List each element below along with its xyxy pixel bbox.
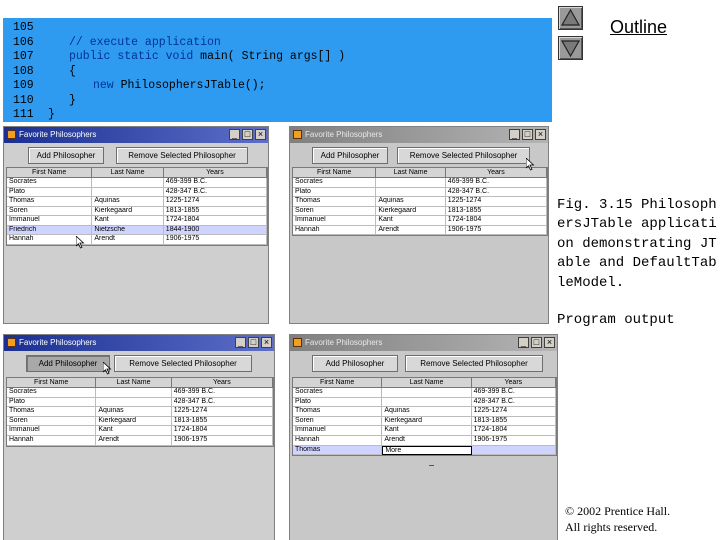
code-text: } <box>69 93 76 107</box>
table-cell[interactable]: 428-347 B.C. <box>446 188 547 198</box>
code-text: } <box>48 108 55 121</box>
table-cell[interactable]: 1844-1900 <box>164 226 267 236</box>
table-cell[interactable]: Kierkegaard <box>376 207 445 217</box>
table-cell[interactable]: Hannah <box>7 436 96 446</box>
table-cell[interactable]: Socrates <box>7 388 96 398</box>
window-title: Favorite Philosophers <box>305 338 383 347</box>
table-row[interactable] <box>7 388 273 398</box>
column-header[interactable]: First Name <box>293 378 382 388</box>
close-button[interactable]: × <box>535 129 546 140</box>
table-cell[interactable]: 1813-1855 <box>472 417 556 427</box>
table-cell[interactable]: Immanuel <box>293 426 382 436</box>
table-cell[interactable]: 469-399 B.C. <box>446 178 547 188</box>
code-text: // execute application <box>69 35 221 49</box>
minimize-button[interactable]: _ <box>235 337 246 348</box>
table-cell[interactable]: Thomas <box>293 407 382 417</box>
table-row[interactable] <box>7 398 273 408</box>
java-app-icon <box>7 338 16 347</box>
table-cell[interactable]: 1906-1975 <box>472 436 556 446</box>
code-listing <box>3 18 552 122</box>
column-header[interactable]: Years <box>446 168 547 178</box>
table-cell[interactable]: Plato <box>293 188 376 198</box>
program-output-label: Program output <box>557 312 675 329</box>
table-cell[interactable]: Hannah <box>293 226 376 236</box>
table-cell[interactable]: 469-399 B.C. <box>164 178 267 188</box>
philosophers-table[interactable] <box>292 167 548 236</box>
add-philosopher-button[interactable]: Add Philosopher <box>28 147 104 164</box>
line-number: 111 <box>13 108 34 121</box>
table-cell[interactable]: 1724-1804 <box>164 216 267 226</box>
table-header <box>7 378 273 388</box>
table-row[interactable] <box>7 188 267 198</box>
table-cell[interactable]: 1813-1855 <box>164 207 267 217</box>
table-cell[interactable]: 428-347 B.C. <box>472 398 556 408</box>
window-title-bar[interactable] <box>290 335 557 351</box>
table-cell[interactable]: Nietzsche <box>92 226 163 236</box>
table-cell[interactable]: 469-399 B.C. <box>172 388 273 398</box>
table-cell[interactable]: Kierkegaard <box>96 417 171 427</box>
table-cell[interactable]: Kant <box>92 216 163 226</box>
table-cell[interactable]: Soren <box>7 207 92 217</box>
java-app-icon <box>7 130 16 139</box>
table-cell[interactable]: Aquinas <box>92 197 163 207</box>
column-header[interactable]: First Name <box>293 168 376 178</box>
line-number: 105 <box>13 21 34 34</box>
table-cell[interactable]: 1813-1855 <box>446 207 547 217</box>
window-title: Favorite Philosophers <box>19 338 97 347</box>
remove-philosopher-button[interactable]: Remove Selected Philosopher <box>114 355 252 372</box>
table-row[interactable] <box>293 226 547 236</box>
table-row[interactable] <box>293 436 556 446</box>
maximize-button[interactable]: □ <box>242 129 253 140</box>
table-cell[interactable]: 1906-1975 <box>164 235 267 245</box>
table-cell[interactable]: Aquinas <box>376 197 445 207</box>
code-text: { <box>69 64 76 78</box>
table-cell[interactable]: Soren <box>293 207 376 217</box>
column-header[interactable]: First Name <box>7 168 92 178</box>
window-title-bar[interactable] <box>290 127 548 143</box>
column-header[interactable]: Last Name <box>92 168 163 178</box>
line-number: 108 <box>13 64 34 78</box>
add-philosopher-button[interactable]: Add Philosopher <box>312 355 398 372</box>
table-cell[interactable]: Socrates <box>7 178 92 188</box>
cell-editor[interactable]: More <box>382 446 471 456</box>
column-header[interactable]: First Name <box>7 378 96 388</box>
column-header[interactable]: Years <box>164 168 267 178</box>
table-cell[interactable]: 1225-1274 <box>472 407 556 417</box>
remove-philosopher-button[interactable]: Remove Selected Philosopher <box>116 147 248 164</box>
button-bar <box>290 351 557 373</box>
table-cell[interactable]: 1906-1975 <box>446 226 547 236</box>
table-row[interactable] <box>293 188 547 198</box>
column-header[interactable]: Last Name <box>376 168 445 178</box>
code-line <box>3 108 552 123</box>
table-cell[interactable] <box>376 188 445 198</box>
close-button[interactable]: × <box>544 337 555 348</box>
table-row[interactable] <box>7 178 267 188</box>
table-row[interactable] <box>293 207 547 217</box>
code-line <box>3 94 552 109</box>
minimize-button[interactable]: _ <box>229 129 240 140</box>
table-cell[interactable]: Thomas <box>293 197 376 207</box>
java-app-icon <box>293 338 302 347</box>
table-row[interactable] <box>293 407 556 417</box>
triangle-down-icon <box>559 37 582 59</box>
philosophers-table[interactable] <box>6 377 274 447</box>
table-header <box>293 378 556 388</box>
code-line <box>3 50 552 65</box>
table-cell[interactable]: Plato <box>293 398 382 408</box>
table-row[interactable] <box>7 197 267 207</box>
remove-philosopher-button[interactable]: Remove Selected Philosopher <box>405 355 543 372</box>
table-row[interactable] <box>293 446 556 456</box>
line-number: 106 <box>13 35 34 49</box>
line-number: 109 <box>13 79 34 92</box>
table-cell[interactable]: Thomas <box>293 446 382 456</box>
table-cell[interactable]: Arendt <box>96 436 171 446</box>
table-cell[interactable] <box>92 178 163 188</box>
window-title-bar[interactable] <box>4 127 268 143</box>
table-cell[interactable]: Soren <box>293 417 382 427</box>
table-row[interactable] <box>7 226 267 236</box>
table-cell[interactable]: 1813-1855 <box>172 417 273 427</box>
table-cell[interactable]: Socrates <box>293 388 382 398</box>
table-row[interactable] <box>293 388 556 398</box>
line-number: 110 <box>13 93 34 107</box>
table-cell[interactable] <box>382 388 471 398</box>
table-row[interactable] <box>293 216 547 226</box>
add-philosopher-button[interactable]: Add Philosopher <box>26 355 110 372</box>
code-text: public static void main( String args[] ) <box>69 50 346 63</box>
copyright-notice <box>565 503 670 535</box>
table-row[interactable] <box>7 436 273 446</box>
table-cell[interactable]: Kant <box>382 426 471 436</box>
table-row[interactable] <box>7 407 273 417</box>
philosophers-window <box>3 126 269 324</box>
table-cell[interactable]: Immanuel <box>7 426 96 436</box>
minimize-button[interactable]: _ <box>509 129 520 140</box>
table-cell[interactable]: Plato <box>7 188 92 198</box>
table-cell[interactable]: Aquinas <box>382 407 471 417</box>
table-header <box>293 168 547 178</box>
table-cell[interactable]: 1724-1804 <box>446 216 547 226</box>
table-cell[interactable]: Friedrich <box>7 226 92 236</box>
philosophers-window <box>3 334 275 540</box>
table-cell[interactable]: Arendt <box>92 235 163 245</box>
triangle-up-icon <box>559 7 582 29</box>
close-button[interactable]: × <box>255 129 266 140</box>
table-cell[interactable]: Kant <box>376 216 445 226</box>
table-cell[interactable] <box>382 398 471 408</box>
table-row[interactable] <box>7 235 267 245</box>
text-cursor-icon <box>429 465 434 466</box>
column-header[interactable]: Years <box>172 378 273 388</box>
add-philosopher-button[interactable]: Add Philosopher <box>312 147 388 164</box>
table-cell[interactable]: Soren <box>7 417 96 427</box>
table-row[interactable] <box>293 398 556 408</box>
button-bar <box>290 143 548 165</box>
table-cell[interactable]: 1225-1274 <box>172 407 273 417</box>
philosophers-table[interactable] <box>292 377 557 456</box>
table-cell[interactable]: 428-347 B.C. <box>164 188 267 198</box>
table-cell[interactable]: Arendt <box>382 436 471 446</box>
table-cell[interactable]: Hannah <box>7 235 92 245</box>
table-cell[interactable] <box>472 446 556 456</box>
table-cell[interactable] <box>376 178 445 188</box>
maximize-button[interactable]: □ <box>522 129 533 140</box>
philosophers-window <box>289 126 549 324</box>
code-line <box>3 21 552 36</box>
next-slide-button[interactable] <box>558 36 583 60</box>
window-title-bar[interactable] <box>4 335 274 351</box>
window-title: Favorite Philosophers <box>19 130 97 139</box>
table-row[interactable] <box>7 417 273 427</box>
philosophers-table[interactable] <box>6 167 268 246</box>
table-row[interactable] <box>293 178 547 188</box>
table-cell[interactable]: Aquinas <box>96 407 171 417</box>
table-cell[interactable]: Kant <box>96 426 171 436</box>
column-header[interactable]: Years <box>472 378 556 388</box>
table-cell[interactable] <box>96 398 171 408</box>
code-line <box>3 36 552 51</box>
java-app-icon <box>293 130 302 139</box>
table-cell[interactable]: 1906-1975 <box>172 436 273 446</box>
table-cell[interactable]: 1225-1274 <box>164 197 267 207</box>
table-cell[interactable]: Arendt <box>376 226 445 236</box>
rights-line: All rights reserved. <box>565 520 658 534</box>
table-row[interactable] <box>293 426 556 436</box>
maximize-button[interactable]: □ <box>248 337 259 348</box>
column-header[interactable]: Last Name <box>382 378 471 388</box>
table-cell[interactable]: Kierkegaard <box>382 417 471 427</box>
figure-caption-text: Fig. 3.15 PhilosophersJTable application demonstrating JTable and DefaultTableModel. <box>557 197 717 291</box>
table-cell[interactable]: 1225-1274 <box>446 197 547 207</box>
button-bar <box>4 351 274 373</box>
table-cell[interactable] <box>96 388 171 398</box>
close-button[interactable]: × <box>261 337 272 348</box>
outline-link[interactable]: Outline <box>610 17 668 37</box>
button-bar <box>4 143 268 165</box>
copyright-line: © 2002 Prentice Hall. <box>565 504 671 518</box>
table-row[interactable] <box>7 426 273 436</box>
table-row[interactable] <box>7 216 267 226</box>
table-cell[interactable] <box>92 188 163 198</box>
table-cell[interactable]: 469-399 B.C. <box>472 388 556 398</box>
minimize-button[interactable]: _ <box>518 337 529 348</box>
maximize-button[interactable]: □ <box>531 337 542 348</box>
code-line <box>3 65 552 80</box>
philosophers-window <box>289 334 558 540</box>
table-header <box>7 168 267 178</box>
table-cell[interactable]: Socrates <box>293 178 376 188</box>
table-row[interactable] <box>293 417 556 427</box>
line-number: 107 <box>13 50 34 63</box>
table-cell[interactable]: Kierkegaard <box>92 207 163 217</box>
window-title: Favorite Philosophers <box>305 130 383 139</box>
table-cell[interactable]: Hannah <box>293 436 382 446</box>
table-cell[interactable]: 1724-1804 <box>172 426 273 436</box>
code-line <box>3 79 552 94</box>
table-cell[interactable]: 428-347 B.C. <box>172 398 273 408</box>
table-cell[interactable]: 1724-1804 <box>472 426 556 436</box>
table-row[interactable] <box>293 197 547 207</box>
table-cell[interactable]: Immanuel <box>293 216 376 226</box>
table-cell[interactable]: Immanuel <box>7 216 92 226</box>
table-cell[interactable]: Thomas <box>7 407 96 417</box>
figure-caption <box>557 196 717 330</box>
table-row[interactable] <box>7 207 267 217</box>
remove-philosopher-button[interactable]: Remove Selected Philosopher <box>397 147 530 164</box>
column-header[interactable]: Last Name <box>96 378 171 388</box>
table-cell[interactable]: Thomas <box>7 197 92 207</box>
previous-slide-button[interactable] <box>558 6 583 30</box>
code-text: new PhilosophersJTable(); <box>93 79 266 92</box>
table-cell[interactable]: Plato <box>7 398 96 408</box>
